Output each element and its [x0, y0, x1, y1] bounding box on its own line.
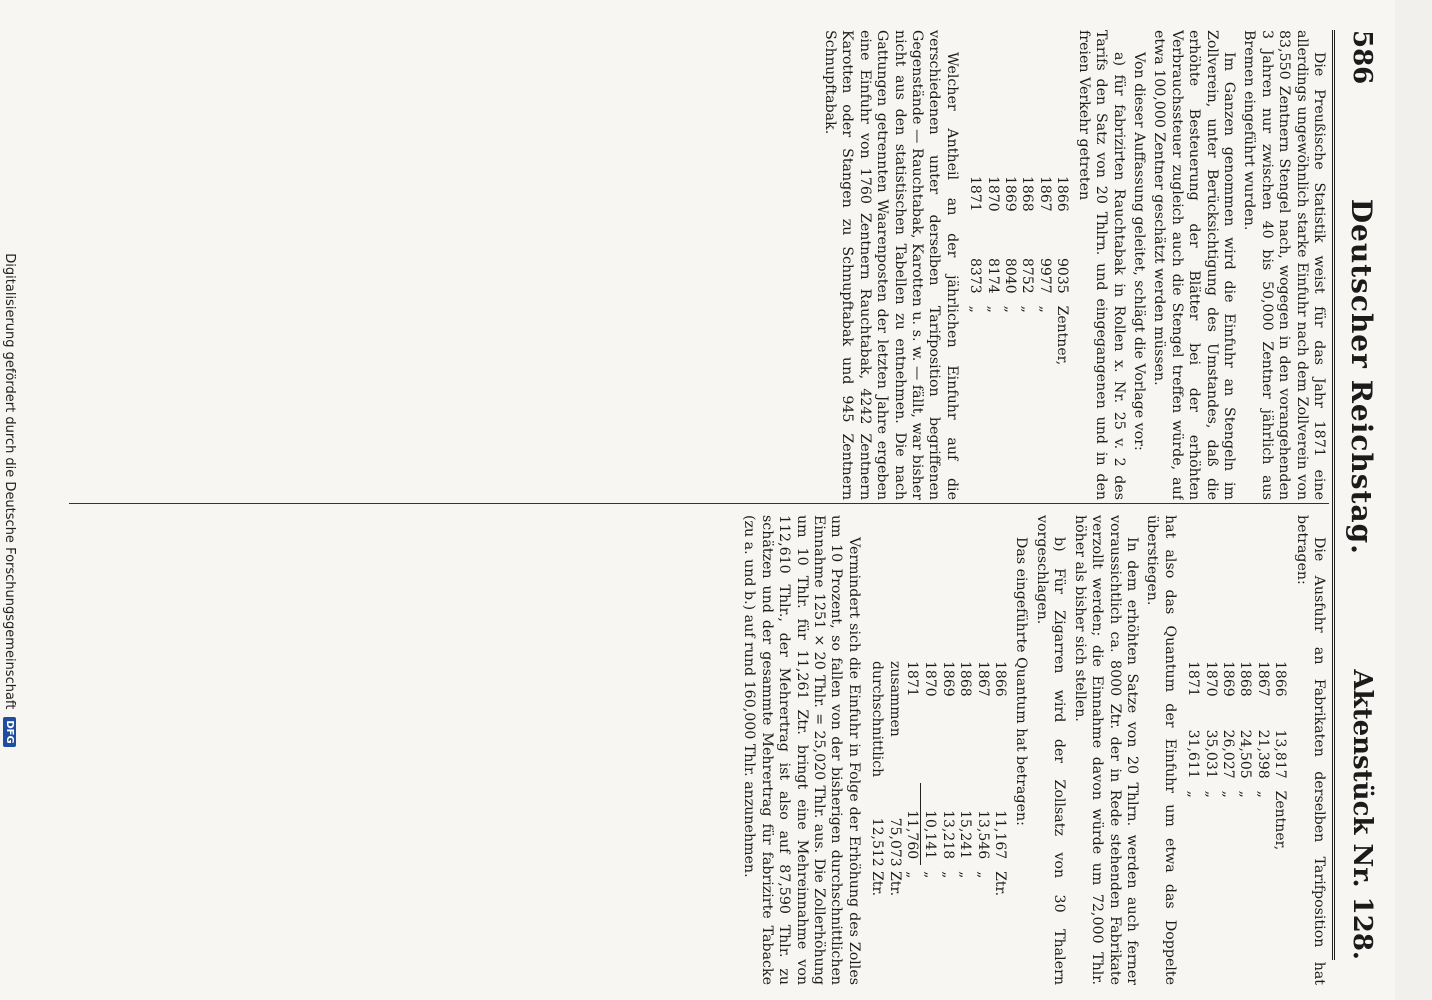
digitization-credit — [0, 0, 23, 1000]
table-row: 1871 8373 „ — [967, 176, 984, 313]
right-column — [77, 515, 1327, 985]
table-row: 1870 10,141 „ — [922, 661, 939, 879]
export-table — [1184, 655, 1288, 856]
table-total-row: zusammen 75,073 Ztr. — [886, 661, 903, 897]
paragraph: Die Preußische Statistik weist für das Jahr 1871 eine allerdings ungewöhnlich starke Einfuhr nach dem Zollverein von 83,550 Zentnern Stengel nach, wogegen in den vorangehenden 3 Jahren nur zwischen 40 bis 50,000 Zentner jährlich aus Bremen eingeführt wurden. — [1241, 30, 1327, 500]
table-row: 1866 9035 Zentner, — [1054, 176, 1071, 366]
table-row: 1866 11,167 Ztr. — [992, 661, 1009, 897]
paragraph: Von dieser Auffassung geleitet, schlägt die Vorlage vor: — [1130, 52, 1147, 451]
table-row: 1868 8752 „ — [1019, 176, 1036, 313]
table-average-row: durchschnittlich 12,512 Ztr. — [869, 661, 886, 897]
table-row: 1868 15,241 „ — [957, 661, 974, 879]
table-row: 1867 21,398 „ — [1254, 661, 1271, 798]
cigar-import-table — [868, 655, 1008, 902]
paragraph: Im Ganzen genommen wird die Einfuhr an Stengeln im Zollverein, unter Berücksichtigung des Umstandes, daß die erhöhte Besteuerung der Blätter bei der erhöhten Verbrauchssteuer zugleich auch die Stengel treffen würde, auf etwa 100,000 Zentner geschätzt werden müssen. — [1151, 30, 1237, 500]
page-header — [1332, 30, 1389, 960]
table-row: 1869 8040 „ — [1002, 176, 1019, 313]
import-table — [966, 170, 1070, 371]
paragraph: Das eingeführte Quantum hat betragen: — [1013, 537, 1030, 826]
page-header-title: Deutscher Reichstag. — [1345, 198, 1379, 555]
table-row: 1871 31,611 „ — [1185, 661, 1202, 798]
subsection-a: a) für fabrizirten Rauchtabak in Rollen x. Nr. 25 v. 2 des Tarifs den Satz von 20 Thlrn. und eingegangenen und in den freien Verkehr getreten — [1075, 30, 1127, 500]
table-row: 1869 13,218 „ — [939, 661, 956, 879]
table-row: 1867 13,546 „ — [974, 661, 991, 879]
table-row: 1867 9977 „ — [1036, 176, 1053, 313]
table-row: 1871 11,760 „ — [904, 661, 921, 879]
document-number: Aktenstück Nr. 128. — [1347, 669, 1377, 960]
table-row: 1870 8174 „ — [984, 176, 1001, 313]
dfg-logo-icon: DFG — [4, 717, 17, 746]
paragraph: In dem erhöhten Satze von 20 Thlrn. werden auch ferner voraussichtlich ca. 8000 Ztr. der in Rede stehenden Fabrikate verzollt werden; die Einnahme davon würde um 72,000 Thlr. höher als bisher sich stellen. — [1071, 515, 1140, 985]
paragraph: Welcher Antheil an der jährlichen Einfuhr auf die verschiedenen unter derselben Tarifposition begriffenen Gegenstände — Rauchtabak, Karotten u. s. w. — fällt, war bisher nicht aus den statistischen Tabellen zu entnehmen. Die nach Gattungen getrennten Waarenposten der letzten Jahre ergeben eine Einfuhr von 1760 Zentnern Rauchtabak, 4242 Zentnern Karotten oder Stangen zu Schnupftabak und 945 Zentnern Schnupftabak. — [822, 30, 960, 500]
table-row: 1868 24,505 „ — [1237, 661, 1254, 798]
paragraph: Die Ausfuhr an Fabrikaten derselben Tarifposition hat betragen: — [1293, 515, 1327, 985]
page-number: 586 — [1347, 30, 1377, 85]
table-row: 1870 35,031 „ — [1202, 661, 1219, 798]
paragraph: hat also das Quantum der Einfuhr um etwa das Doppelte überstiegen. — [1144, 515, 1178, 985]
credit-text: Digitalisierung gefördert durch die Deutsche Forschungsgemeinschaft — [2, 253, 18, 710]
left-column — [77, 30, 1327, 500]
column-divider — [69, 503, 1329, 504]
paragraph: Vermindert sich die Einfuhr in Folge der Erhöhung des Zolles um 10 Prozent, so fallen von der bisherigen durchschnittlichen Einnahme 1251 × 20 Thlr. = 25,020 Thlr. aus. Die Zollerhöhung um 10 Thlr. für 11,261 Ztr. bringt eine Mehreinnahme von 112,610 Thlr., der Mehrertrag ist also auf 87,590 Thlr. zu schätzen und der gesammte Mehrertrag für fabrizirte Tabacke (zu a. und b.) auf rund 160,000 Thlr. anzunehmen. — [741, 515, 862, 985]
table-row: 1866 13,817 Zentner, — [1272, 661, 1289, 851]
table-row: 1869 26,027 „ — [1219, 661, 1236, 798]
subsection-b: b) Für Zigarren wird der Zollsatz von 30 Thalern vorgeschlagen. — [1033, 515, 1068, 985]
